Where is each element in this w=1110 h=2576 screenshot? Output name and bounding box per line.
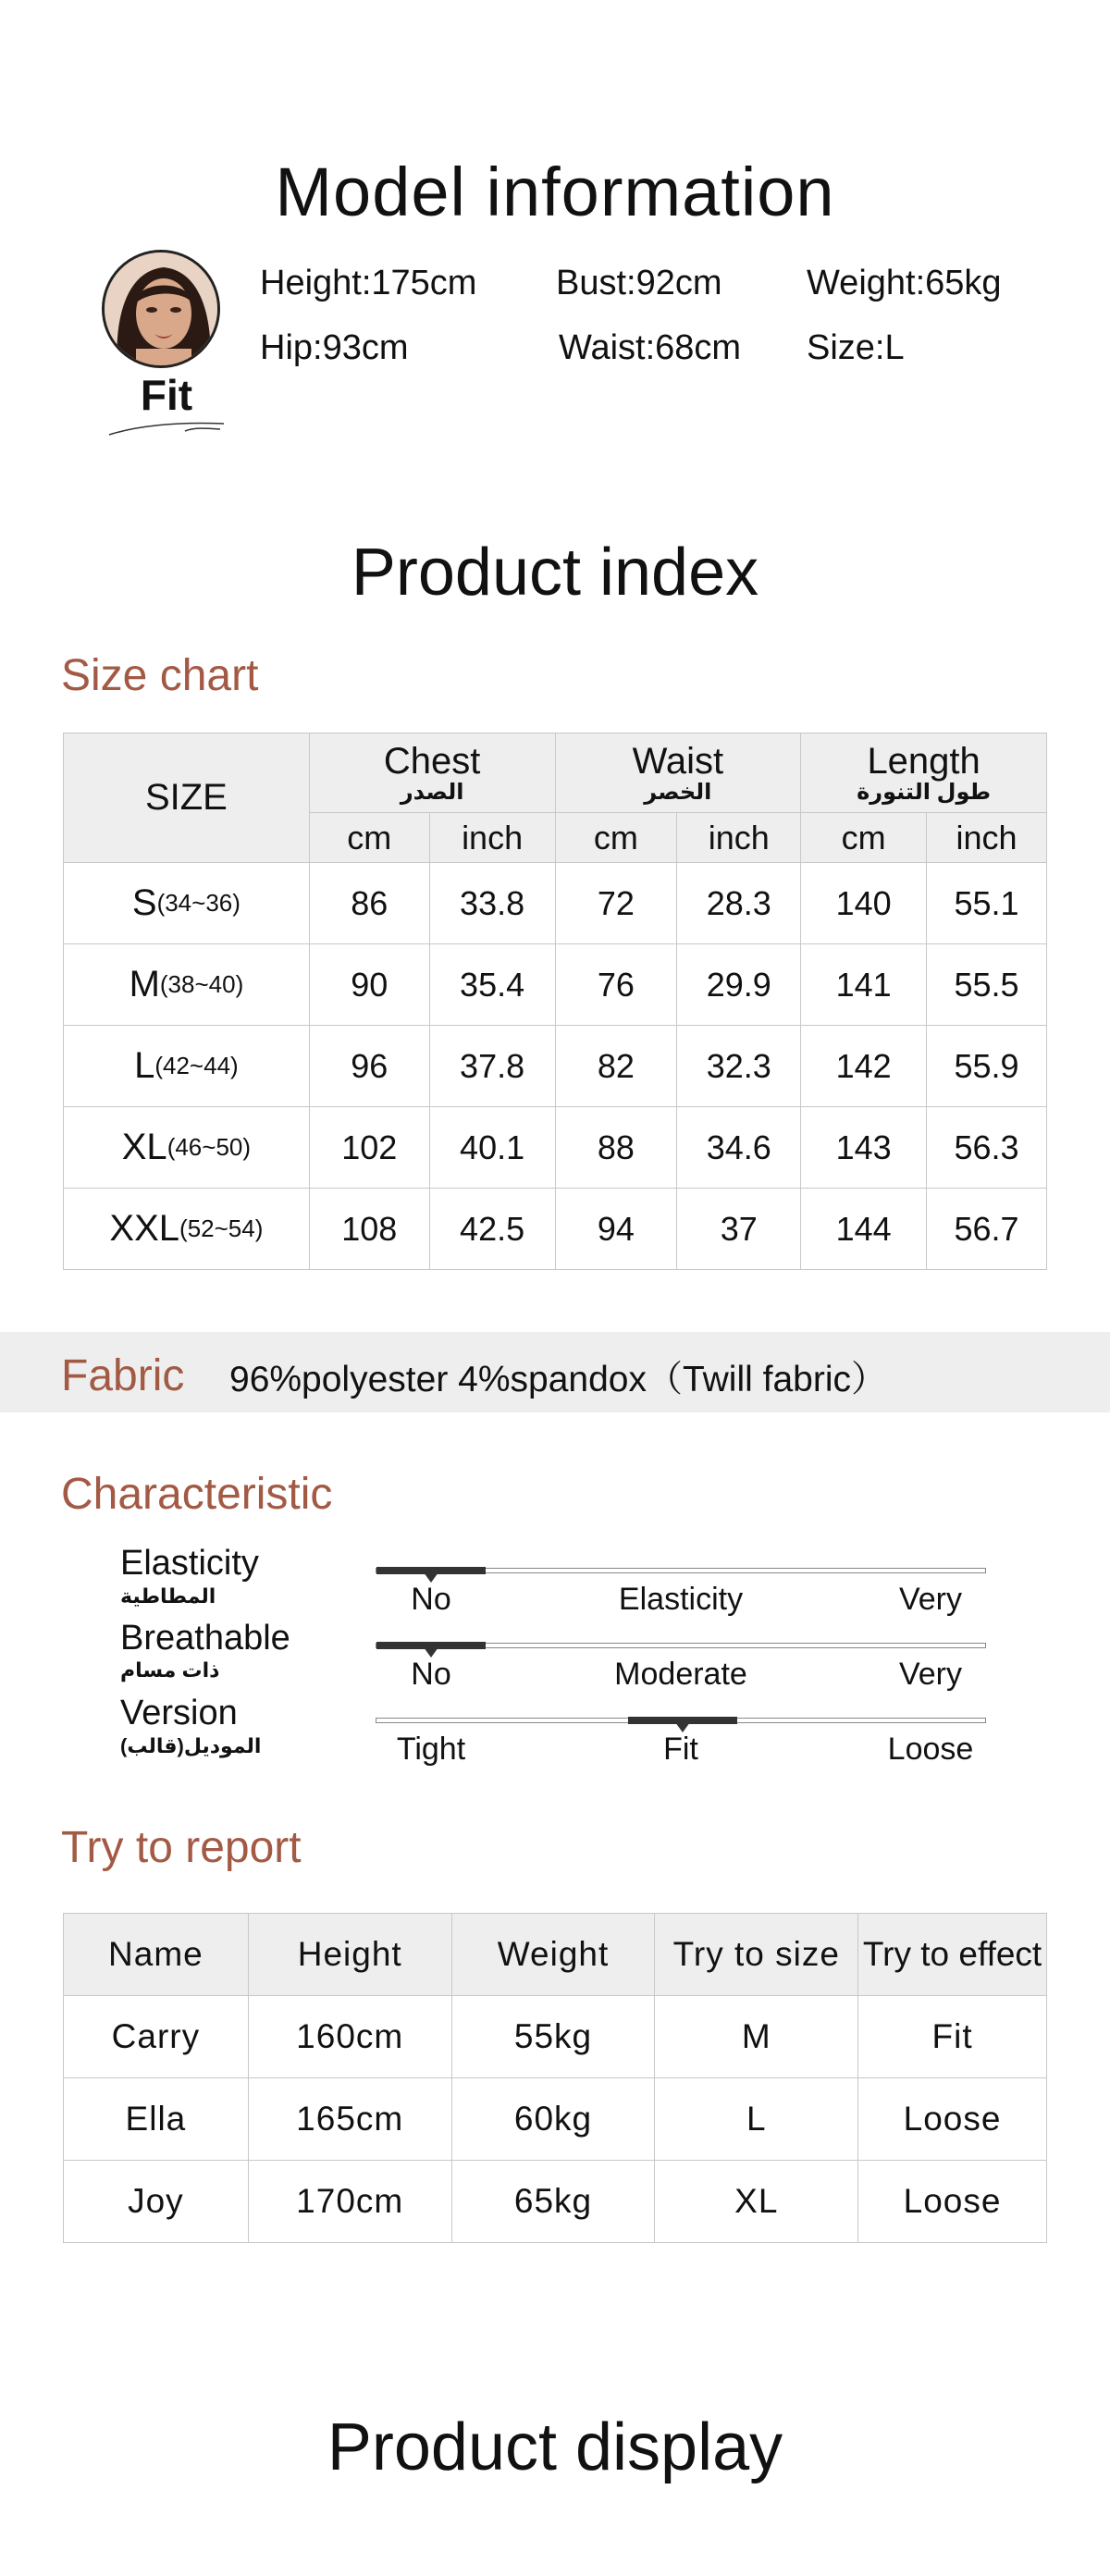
table-cell: 160cm <box>248 1996 451 2078</box>
table-cell: 28.3 <box>677 863 801 944</box>
elasticity-scale-high: Very <box>898 1582 963 1617</box>
try-report-title: Try to report <box>61 1823 302 1872</box>
table-cell: 76 <box>555 944 677 1026</box>
unit-header: cm <box>801 813 927 863</box>
table-cell: 165cm <box>248 2078 451 2161</box>
table-row <box>64 1026 1047 1107</box>
waist-header <box>555 733 801 813</box>
size-chart-title: Size chart <box>61 651 259 700</box>
table-cell: 170cm <box>248 2161 451 2243</box>
waist-header-label: Waist <box>632 741 724 782</box>
chest-header-label: Chest <box>383 741 481 782</box>
table-cell: 55.9 <box>927 1026 1047 1107</box>
elasticity-label: Elasticity <box>120 1544 259 1583</box>
table-cell: 56.7 <box>927 1189 1047 1270</box>
table-cell: 65kg <box>451 2161 655 2243</box>
table-cell: 143 <box>801 1107 927 1189</box>
table-cell: Carry <box>64 1996 249 2078</box>
table-row <box>64 1996 1047 2078</box>
table-cell: M <box>655 1996 858 2078</box>
unit-header: inch <box>429 813 555 863</box>
model-waist: Waist:68cm <box>559 328 742 367</box>
size-cell <box>64 863 310 944</box>
model-bust: Bust:92cm <box>556 264 722 302</box>
elasticity-scale-low: No <box>411 1582 451 1617</box>
version-label: Version <box>120 1694 238 1732</box>
breathable-label: Breathable <box>120 1619 290 1658</box>
size-range: (34~36) <box>156 889 240 917</box>
version-scale-low: Tight <box>396 1732 466 1767</box>
table-cell: 94 <box>555 1189 677 1270</box>
size-name: XL <box>121 1127 167 1167</box>
table-cell: 88 <box>555 1107 677 1189</box>
table-cell: 102 <box>309 1107 429 1189</box>
length-header <box>801 733 1047 813</box>
table-cell: 35.4 <box>429 944 555 1026</box>
table-cell: 55.1 <box>927 863 1047 944</box>
table-cell: 72 <box>555 863 677 944</box>
size-name: XXL <box>109 1208 180 1249</box>
unit-header: cm <box>309 813 429 863</box>
size-cell <box>64 1026 310 1107</box>
unit-header: inch <box>927 813 1047 863</box>
table-cell: 34.6 <box>677 1107 801 1189</box>
table-cell: 82 <box>555 1026 677 1107</box>
characteristic-title: Characteristic <box>61 1470 333 1519</box>
size-name: M <box>129 964 160 1005</box>
fit-logo-swoosh <box>102 420 231 438</box>
version-label-arabic: (الموديل(قالب <box>120 1734 262 1757</box>
table-cell: 108 <box>309 1189 429 1270</box>
try-report-table <box>63 1913 1047 2243</box>
size-range: (38~40) <box>159 970 244 998</box>
size-name: L <box>134 1045 155 1086</box>
breathable-scale-mid: Moderate <box>614 1657 747 1692</box>
table-cell: Loose <box>858 2161 1047 2243</box>
column-header: Try to effect <box>858 1914 1047 1996</box>
fabric-label: Fabric <box>61 1351 185 1400</box>
table-cell: Fit <box>858 1996 1047 2078</box>
table-cell: Ella <box>64 2078 249 2161</box>
unit-header: inch <box>677 813 801 863</box>
table-cell: 141 <box>801 944 927 1026</box>
table-row <box>64 2078 1047 2161</box>
size-chart-table <box>63 733 1047 1270</box>
elasticity-label-arabic: المطاطية <box>120 1584 216 1608</box>
table-cell: 40.1 <box>429 1107 555 1189</box>
length-header-label: Length <box>867 741 980 782</box>
table-cell: 37.8 <box>429 1026 555 1107</box>
model-hip: Hip:93cm <box>260 328 409 367</box>
table-header-row <box>64 1914 1047 1996</box>
size-range: (42~44) <box>154 1052 239 1079</box>
size-range: (52~54) <box>179 1214 264 1242</box>
breathable-label-arabic: ذات مسام <box>120 1658 220 1682</box>
table-row <box>64 944 1047 1026</box>
size-name: S <box>131 882 157 923</box>
size-cell <box>64 1189 310 1270</box>
fit-logo-label: Fit <box>140 371 193 419</box>
table-cell: 55.5 <box>927 944 1047 1026</box>
table-row <box>64 1189 1047 1270</box>
table-row <box>64 2161 1047 2243</box>
model-information-title: Model information <box>275 154 835 230</box>
breathable-scale <box>376 1643 986 1648</box>
table-cell: 96 <box>309 1026 429 1107</box>
breathable-scale-low: No <box>411 1657 451 1692</box>
version-scale-mid: Fit <box>663 1732 698 1767</box>
product-index-title: Product index <box>351 536 759 610</box>
size-cell <box>64 1107 310 1189</box>
model-avatar <box>102 250 220 368</box>
table-row <box>64 863 1047 944</box>
table-cell: Loose <box>858 2078 1047 2161</box>
table-cell: 144 <box>801 1189 927 1270</box>
table-cell: 42.5 <box>429 1189 555 1270</box>
table-cell: 29.9 <box>677 944 801 1026</box>
table-cell: 33.8 <box>429 863 555 944</box>
elasticity-scale-mid: Elasticity <box>618 1582 744 1617</box>
column-header: Try to size <box>655 1914 858 1996</box>
column-header: Height <box>248 1914 451 1996</box>
size-cell <box>64 944 310 1026</box>
table-cell: 37 <box>677 1189 801 1270</box>
elasticity-scale <box>376 1568 986 1573</box>
table-cell: XL <box>655 2161 858 2243</box>
breathable-scale-high: Very <box>898 1657 963 1692</box>
table-cell: 55kg <box>451 1996 655 2078</box>
table-cell: 60kg <box>451 2078 655 2161</box>
fabric-composition: 96%polyester 4%spandox（Twill fabric） <box>229 1360 887 1399</box>
table-cell: 90 <box>309 944 429 1026</box>
column-header: Weight <box>451 1914 655 1996</box>
length-header-arabic: طول التنورة <box>857 780 992 805</box>
model-size: Size:L <box>807 328 905 367</box>
unit-header: cm <box>555 813 677 863</box>
table-cell: Joy <box>64 2161 249 2243</box>
table-cell: 32.3 <box>677 1026 801 1107</box>
table-row <box>64 1107 1047 1189</box>
column-header: Name <box>64 1914 249 1996</box>
waist-header-arabic: الخصر <box>644 780 712 805</box>
size-header: SIZE <box>64 733 310 863</box>
table-cell: L <box>655 2078 858 2161</box>
product-display-title: Product display <box>327 2410 783 2484</box>
table-cell: 140 <box>801 863 927 944</box>
chest-header <box>309 733 555 813</box>
table-cell: 86 <box>309 863 429 944</box>
table-cell: 56.3 <box>927 1107 1047 1189</box>
model-height: Height:175cm <box>260 264 477 302</box>
version-scale-high: Loose <box>887 1732 974 1767</box>
model-avatar-block <box>102 250 231 443</box>
size-range: (46~50) <box>166 1133 252 1161</box>
version-scale <box>376 1718 986 1723</box>
table-cell: 142 <box>801 1026 927 1107</box>
model-weight: Weight:65kg <box>807 264 1002 302</box>
chest-header-arabic: الصدر <box>400 780 464 805</box>
